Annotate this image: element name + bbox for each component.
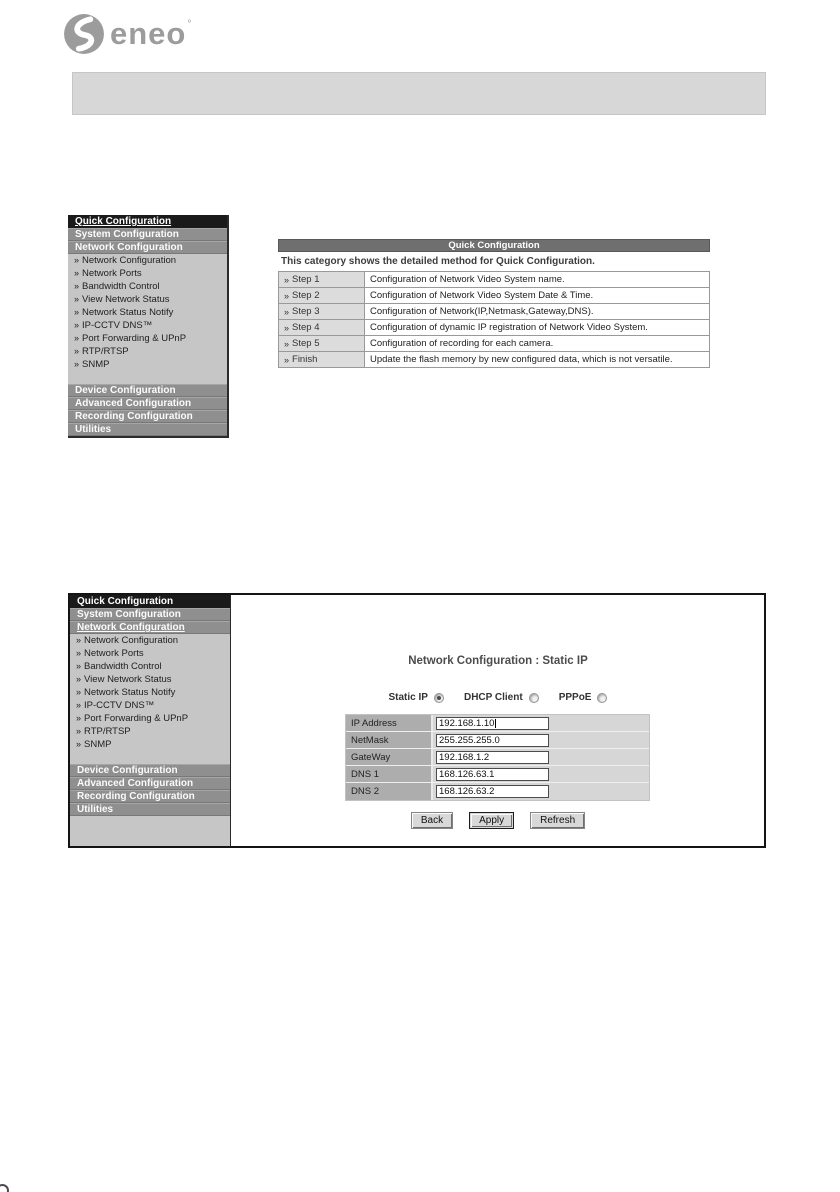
sidebar-item-label: Advanced Configuration	[77, 778, 194, 789]
page-corner-artifact	[0, 1184, 9, 1192]
sidebar-item[interactable]	[68, 228, 227, 241]
sidebar-item[interactable]	[68, 423, 227, 436]
double-chevron-icon: »	[76, 726, 82, 736]
form-buttons-row	[232, 812, 764, 829]
action-button[interactable]: Refresh	[530, 812, 585, 829]
sidebar-item[interactable]	[70, 621, 230, 634]
sidebar-item-label: System Configuration	[75, 229, 179, 240]
sidebar-item-label: Bandwidth Control	[84, 661, 162, 672]
double-chevron-icon: »	[74, 281, 80, 291]
double-chevron-icon: »	[74, 268, 80, 278]
text-input[interactable]	[436, 768, 549, 781]
sidebar-item-label: IP-CCTV DNS™	[82, 320, 153, 331]
sidebar-item	[68, 371, 227, 384]
sidebar-item[interactable]	[70, 764, 230, 777]
content-area	[232, 595, 764, 846]
sidebar-item[interactable]	[70, 647, 230, 660]
sidebar-item-label: View Network Status	[84, 674, 172, 685]
header-banner	[72, 72, 766, 115]
sidebar-item[interactable]	[68, 241, 227, 254]
field-value-cell	[433, 749, 649, 765]
sidebar-item-label: System Configuration	[77, 609, 181, 620]
field-label: GateWay	[346, 749, 433, 765]
table-row	[279, 320, 709, 336]
text-input[interactable]	[436, 734, 549, 747]
step-description-cell: Update the flash memory by new configured data, which is not versatile.	[370, 354, 673, 365]
sidebar-item[interactable]	[70, 777, 230, 790]
sidebar-item[interactable]	[70, 738, 230, 751]
radio-option[interactable]	[464, 692, 539, 703]
double-chevron-icon: »	[284, 338, 290, 349]
double-chevron-icon: »	[76, 739, 82, 749]
step-label: Step 5	[292, 338, 320, 349]
double-chevron-icon: »	[76, 700, 82, 710]
sidebar-item[interactable]	[70, 686, 230, 699]
sidebar-item[interactable]	[68, 254, 227, 267]
eneo-swirl-icon	[63, 13, 105, 55]
field-label: DNS 1	[346, 766, 433, 782]
double-chevron-icon: »	[74, 307, 80, 317]
double-chevron-icon: »	[284, 354, 290, 365]
form-row	[346, 766, 649, 783]
eneo-logo	[63, 13, 191, 55]
sidebar-item-label: RTP/RTSP	[82, 346, 129, 357]
step-label-cell	[279, 272, 365, 287]
double-chevron-icon: »	[284, 322, 290, 333]
sidebar-item-label: SNMP	[84, 739, 112, 750]
field-label: IP Address	[346, 715, 433, 731]
sidebar-item-label: Port Forwarding & UPnP	[82, 333, 187, 344]
radio-option[interactable]	[559, 692, 608, 703]
step-label: Step 1	[292, 274, 320, 285]
sidebar-item-label: Device Configuration	[75, 385, 176, 396]
sidebar-item[interactable]	[70, 699, 230, 712]
double-chevron-icon: »	[74, 255, 80, 265]
panel-title-bar: Quick Configuration	[278, 239, 710, 252]
connection-type-radio-group	[232, 692, 764, 703]
intro-text: This category shows the detailed method for Quick Configuration.	[281, 256, 595, 267]
text-input[interactable]	[436, 751, 549, 764]
sidebar-item-label: Utilities	[77, 804, 114, 815]
double-chevron-icon: »	[74, 346, 80, 356]
sidebar-item[interactable]	[70, 803, 230, 816]
radio-label: PPPoE	[558, 692, 592, 703]
table-row	[279, 272, 709, 288]
sidebar-item-label: Utilities	[75, 424, 112, 435]
sidebar-item-label: Network Configuration	[84, 635, 179, 646]
radio-button-icon[interactable]	[434, 693, 444, 703]
double-chevron-icon: »	[74, 294, 80, 304]
double-chevron-icon: »	[76, 674, 82, 684]
action-button[interactable]: Apply	[469, 812, 514, 829]
sidebar-item-label: Quick Configuration	[75, 216, 172, 227]
screenshot-network-configuration	[68, 593, 766, 848]
network-settings-form	[345, 714, 650, 801]
sidebar-menu-network-configuration	[70, 595, 231, 846]
step-description-cell: Configuration of Network Video System Date & Time.	[370, 290, 594, 301]
step-label: Finish	[292, 354, 318, 365]
input-value: 168.126.63.1	[439, 768, 495, 780]
text-input[interactable]	[436, 717, 549, 730]
sidebar-menu-quick-configuration	[68, 215, 229, 438]
table-row	[279, 336, 709, 352]
step-label-cell	[279, 336, 365, 351]
step-label-cell	[279, 288, 365, 303]
sidebar-item-label: Device Configuration	[77, 765, 178, 776]
form-row	[346, 732, 649, 749]
radio-label: DHCP Client	[463, 692, 523, 703]
logo-trademark-dot: °	[187, 19, 192, 30]
sidebar-item[interactable]	[68, 410, 227, 423]
sidebar-item[interactable]	[68, 280, 227, 293]
field-label: DNS 2	[346, 783, 433, 800]
sidebar-item[interactable]	[68, 215, 227, 228]
sidebar-item[interactable]	[68, 332, 227, 345]
table-row	[279, 288, 709, 304]
step-label: Step 2	[292, 290, 320, 301]
logo-text: eneo	[110, 16, 187, 51]
double-chevron-icon: »	[76, 687, 82, 697]
sidebar-item[interactable]	[70, 660, 230, 673]
sidebar-item-label: Bandwidth Control	[82, 281, 160, 292]
field-value-cell	[433, 766, 649, 782]
double-chevron-icon: »	[74, 320, 80, 330]
form-row	[346, 715, 649, 732]
radio-button-icon[interactable]	[597, 693, 607, 703]
sidebar-item-label: Recording Configuration	[75, 411, 193, 422]
sidebar-item[interactable]	[70, 608, 230, 621]
sidebar-item-label: Network Configuration	[77, 622, 185, 633]
sidebar-item-label: Network Ports	[82, 268, 142, 279]
sidebar-item[interactable]	[68, 397, 227, 410]
double-chevron-icon: »	[76, 648, 82, 658]
sidebar-item[interactable]	[68, 267, 227, 280]
sidebar-item-label: Network Status Notify	[82, 307, 174, 318]
text-cursor	[495, 719, 496, 728]
input-value: 192.168.1.10	[439, 717, 495, 729]
step-description-cell: Configuration of Network(IP,Netmask,Gateway,DNS).	[370, 306, 594, 317]
double-chevron-icon: »	[284, 274, 290, 285]
sidebar-item-label: Network Configuration	[75, 242, 183, 253]
sidebar-item-label: Network Ports	[84, 648, 144, 659]
step-label-cell	[279, 304, 365, 319]
sidebar-item[interactable]	[70, 673, 230, 686]
sidebar-item[interactable]	[68, 319, 227, 332]
table-row	[279, 304, 709, 320]
step-description-cell: Configuration of recording for each camera.	[370, 338, 554, 349]
action-button[interactable]: Back	[411, 812, 453, 829]
sidebar-item-label: Port Forwarding & UPnP	[84, 713, 189, 724]
double-chevron-icon: »	[284, 306, 290, 317]
radio-label: Static IP	[388, 692, 428, 703]
sidebar-item[interactable]	[70, 790, 230, 803]
sidebar-item	[70, 751, 230, 764]
sidebar-item-label: Network Status Notify	[84, 687, 176, 698]
sidebar-item[interactable]	[70, 634, 230, 647]
double-chevron-icon: »	[74, 333, 80, 343]
sidebar-item[interactable]	[70, 595, 230, 608]
step-label-cell	[279, 352, 365, 367]
double-chevron-icon: »	[284, 290, 290, 301]
steps-table	[278, 271, 710, 368]
form-row	[346, 783, 649, 800]
sidebar-item[interactable]	[68, 358, 227, 371]
double-chevron-icon: »	[76, 661, 82, 671]
input-value: 168.126.63.2	[439, 786, 495, 797]
sidebar-item-label: RTP/RTSP	[84, 726, 131, 737]
sidebar-item-label: Recording Configuration	[77, 791, 195, 802]
radio-button-icon[interactable]	[529, 693, 539, 703]
form-row	[346, 749, 649, 766]
double-chevron-icon: »	[74, 359, 80, 369]
double-chevron-icon: »	[76, 713, 82, 723]
radio-option[interactable]	[389, 692, 444, 703]
input-value: 192.168.1.2	[439, 751, 490, 763]
step-label: Step 3	[292, 306, 320, 317]
page-title: Network Configuration : Static IP	[408, 655, 588, 667]
sidebar-item[interactable]	[70, 712, 230, 725]
double-chevron-icon: »	[76, 635, 82, 645]
input-value: 255.255.255.0	[439, 734, 500, 746]
step-description-cell: Configuration of dynamic IP registration of Network Video System.	[370, 322, 648, 333]
step-label: Step 4	[292, 322, 320, 333]
sidebar-item[interactable]	[68, 345, 227, 358]
field-value-cell	[433, 783, 649, 800]
sidebar-item-label: IP-CCTV DNS™	[84, 700, 155, 711]
sidebar-item[interactable]	[68, 384, 227, 397]
step-description-cell: Configuration of Network Video System name.	[370, 274, 565, 285]
sidebar-item-label: Advanced Configuration	[75, 398, 192, 409]
sidebar-item[interactable]	[68, 306, 227, 319]
field-value-cell	[433, 715, 649, 731]
sidebar-item-label: Quick Configuration	[77, 596, 174, 607]
field-label: NetMask	[346, 732, 433, 748]
step-label-cell	[279, 320, 365, 335]
table-row	[279, 352, 709, 368]
sidebar-item[interactable]	[70, 725, 230, 738]
sidebar-item-label: SNMP	[82, 359, 110, 370]
sidebar-item[interactable]	[68, 293, 227, 306]
field-value-cell	[433, 732, 649, 748]
sidebar-item-label: View Network Status	[82, 294, 170, 305]
text-input[interactable]	[436, 785, 549, 798]
sidebar-item-label: Network Configuration	[82, 255, 177, 266]
